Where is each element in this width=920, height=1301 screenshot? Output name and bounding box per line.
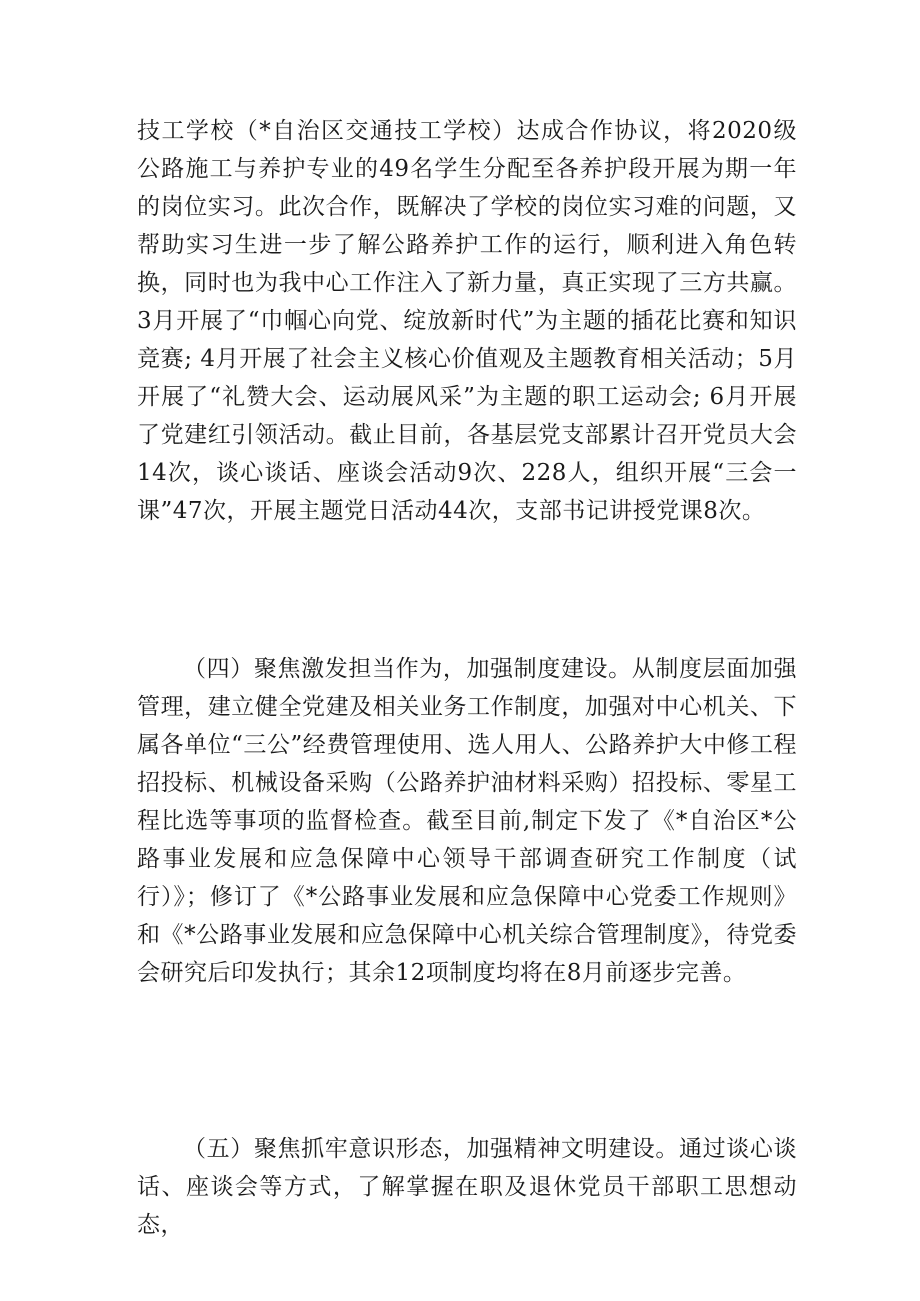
body-text-block-1 [137, 112, 797, 530]
body-text-block-2 [137, 650, 797, 992]
paragraph-section-five: （五）聚焦抓牢意识形态，加强精神文明建设。通过谈心谈话、座谈会等方式，了解掌握在职及退休党员干部职工思想动态， [137, 1136, 797, 1238]
body-text-block-3 [137, 1130, 797, 1244]
paragraph-internship-and-activities: 技工学校（*自治区交通技工学校）达成合作协议，将2020级公路施工与养护专业的49名学生分配至各养护段开展为期一年的岗位实习。此次合作，既解决了学校的岗位实习难的问题，又帮助实习生进一步了解公路养护工作的运行，顺利进入角色转换，同时也为我中心工作注入了新力量，真正实现了三方共赢。3月开展了“巾帼心向党、绽放新时代”为主题的插花比赛和知识竞赛; 4月开展了社会主义核心价值观及主题教育相关活动；5月开展了“礼赞大会、运动展风采”为主题的职工运动会; 6月开展了党建红引领活动。截止目前，各基层党支部累计召开党员大会14次，谈心谈话、座谈会活动9次、228人，组织开展“三会一课”47次，开展主题党日活动44次，支部书记讲授党课8次。 [137, 118, 797, 524]
paragraph-section-four: （四）聚焦激发担当作为，加强制度建设。从制度层面加强管理，建立健全党建及相关业务工作制度，加强对中心机关、下属各单位“三公”经费管理使用、选人用人、公路养护大中修工程招投标、机械设备采购（公路养护油材料采购）招投标、零星工程比选等事项的监督检查。截至目前,制定下发了《*自治区*公路事业发展和应急保障中心领导干部调查研究工作制度（试行）》；修订了《*公路事业发展和应急保障中心党委工作规则》和《*公路事业发展和应急保障中心机关综合管理制度》，待党委会研究后印发执行；其余12项制度均将在8月前逐步完善。 [137, 656, 797, 986]
